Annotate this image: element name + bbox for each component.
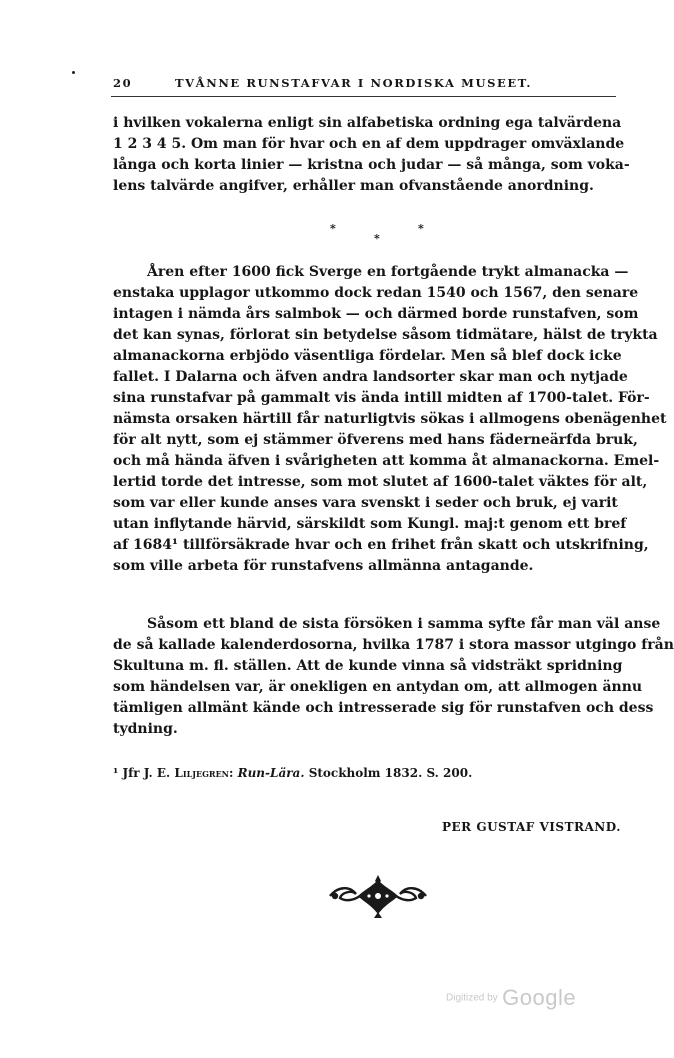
footnote-work: Run-Lära. <box>237 766 305 780</box>
paragraph-3 <box>113 614 674 740</box>
digitized-label: Digitized by <box>446 992 498 1004</box>
text-line: almanackorna erbjödo väsentliga fördelar. Men så blef dock icke <box>113 348 622 364</box>
text-line: som var eller kunde anses vara svenskt i seder och bruk, ej varit <box>113 495 618 511</box>
text-line: som händelsen var, är onekligen en antydan om, att allmogen ännu <box>113 679 643 695</box>
footnote-prefix: Jfr J. E. <box>122 766 171 780</box>
text-line: de så kallade kalenderdosorna, hvilka 1787 i stora massor utgingo från <box>113 637 674 653</box>
text-line: och må hända äfven i svårigheten att komma åt almanackorna. Emel- <box>113 453 660 469</box>
text-line: enstaka upplagor utkommo dock redan 1540 och 1567, den senare <box>113 285 639 301</box>
digitized-by-google-watermark <box>446 985 576 1011</box>
paragraph-2 <box>113 262 667 577</box>
star: * <box>330 222 336 235</box>
star: * <box>418 222 424 235</box>
footnote-author: Liljegren: <box>174 766 234 780</box>
footnote <box>113 766 472 780</box>
text-line: 1 2 3 4 5. Om man för hvar och en af dem uppdrager omväxlande <box>113 136 625 152</box>
running-title: TVÅNNE RUNSTAFVAR I NORDISKA MUSEET. <box>175 76 532 90</box>
text-line: lertid torde det intresse, som mot slutet af 1600-talet väktes för alt, <box>113 474 648 490</box>
paragraph-1 <box>113 113 630 197</box>
text-line: Åren efter 1600 fick Sverge en fortgående trykt almanacka — <box>147 264 629 280</box>
text-line: för alt nytt, som ej stämmer öfverens med hans fäderneärfda bruk, <box>113 432 638 448</box>
header-rule <box>111 96 616 97</box>
text-line: Skultuna m. fl. ställen. Att de kunde vinna så vidsträkt spridning <box>113 658 623 674</box>
speck <box>72 71 75 74</box>
text-line: som ville arbeta för runstafvens allmänna antagande. <box>113 558 534 574</box>
text-line: långa och korta linier — kristna och judar — så många, som voka- <box>113 157 630 173</box>
section-break-stars <box>330 222 440 246</box>
text-line: af 1684¹ tillförsäkrade hvar och en frihet från skatt och utskrifning, <box>113 537 649 553</box>
text-line: tämligen allmänt kände och intresserade sig för runstafven och dess <box>113 700 654 716</box>
footnote-rest: Stockholm 1832. S. 200. <box>308 766 473 780</box>
google-wordmark: Google <box>502 985 577 1010</box>
text-line: det kan synas, förlorat sin betydelse såsom tidmätare, hälst de trykta <box>113 327 658 343</box>
tailpiece-ornament-icon <box>328 872 428 920</box>
text-line: lens talvärde angifver, erhåller man ofvanstående anordning. <box>113 178 594 194</box>
author-signature: PER GUSTAF VISTRAND. <box>442 820 621 834</box>
star: * <box>374 232 380 245</box>
page-number: 20 <box>113 76 133 90</box>
text-line: Såsom ett bland de sista försöken i samma syfte får man väl anse <box>147 616 661 632</box>
text-line: tydning. <box>113 721 178 737</box>
text-line: utan inflytande härvid, särskildt som Kungl. maj:t genom ett bref <box>113 516 627 532</box>
text-line: intagen i nämda års salmbok — och därmed borde runstafven, som <box>113 306 639 322</box>
text-line: nämsta orsaken härtill får naturligtvis sökas i allmogens obenägenhet <box>113 411 667 427</box>
text-line: i hvilken vokalerna enligt sin alfabetiska ordning ega talvärdena <box>113 115 622 131</box>
text-line: sina runstafvar på gammalt vis ända intill midten af 1700-talet. För- <box>113 390 650 406</box>
footnote-mark: ¹ <box>113 766 119 780</box>
text-line: fallet. I Dalarna och äfven andra landsorter skar man och nytjade <box>113 369 628 385</box>
